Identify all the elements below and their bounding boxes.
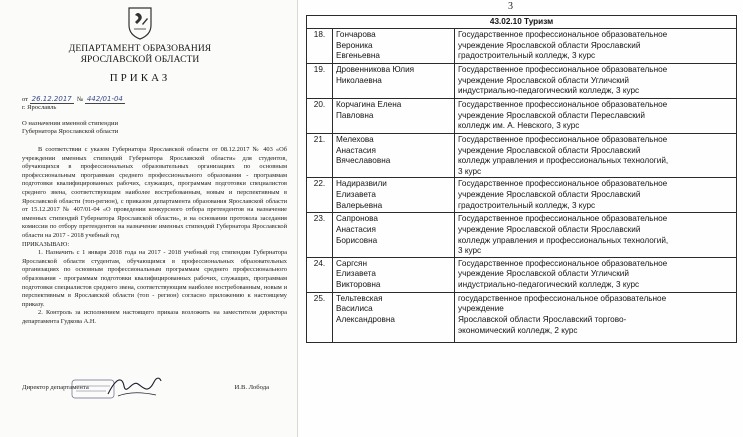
- institution-line: учреждение Ярославской области Переславский: [458, 110, 645, 120]
- institution-line: учреждение: [458, 304, 504, 314]
- table-row: [307, 213, 737, 257]
- institution-line: учреждение Ярославской области Ярославский: [458, 145, 641, 155]
- student-name-line: Борисовна: [336, 235, 378, 245]
- order-title: ПРИКАЗ: [109, 72, 171, 84]
- date-prefix: от: [22, 96, 29, 103]
- institution-line: учреждение Ярославской области Ярославский: [458, 189, 641, 199]
- student-name-line: Вероника: [336, 40, 373, 50]
- student-name-line: Николаевна: [336, 75, 382, 85]
- institution: [455, 178, 737, 213]
- institution-line: Государственное профессиональное образовательное: [458, 65, 668, 74]
- row-number: 20.: [307, 99, 333, 134]
- student-name: [333, 178, 455, 213]
- institution-line: учреждение Ярославской области Угличский: [458, 269, 629, 279]
- yaroslavl-coat-of-arms-icon: [126, 5, 154, 41]
- institution-line: Государственное профессиональное образовательное: [458, 135, 668, 144]
- institution-line: Государственное профессиональное образовательное: [458, 214, 668, 224]
- student-name-line: Александровна: [336, 314, 395, 324]
- institution-line: 3 курс: [458, 246, 482, 256]
- table-row: [307, 292, 737, 342]
- institution-line: колледж им. А. Невского, 3 курс: [458, 121, 580, 131]
- order-number: 442/01-04: [86, 95, 123, 103]
- table-row: [307, 178, 737, 213]
- student-name-line: Сапронова: [336, 214, 378, 224]
- signature-block: [22, 380, 287, 402]
- signature-icon: [104, 372, 164, 402]
- number-prefix: №: [76, 96, 84, 103]
- table-row: [307, 99, 737, 134]
- row-number: 21.: [307, 134, 333, 178]
- department-title: [40, 44, 240, 66]
- institution: [455, 99, 737, 134]
- institution-line: Ярославской области Ярославский торгово-: [458, 314, 627, 324]
- page-number: 3: [508, 1, 513, 12]
- institution-line: индустриально-педагогический колледж, 3 курс: [458, 86, 640, 96]
- institution-line: градостроительный колледж, 3 курс: [458, 51, 596, 61]
- student-name: [333, 64, 455, 99]
- specialty-header-row: [307, 16, 737, 29]
- institution: [455, 64, 737, 99]
- table-row: [307, 64, 737, 99]
- row-number: 23.: [307, 213, 333, 257]
- student-name-line: Елизавета: [336, 269, 376, 279]
- student-name-line: Валерьевна: [336, 200, 383, 210]
- student-name: [333, 292, 455, 342]
- student-name-line: Вячеславовна: [336, 156, 391, 166]
- institution-line: колледж управления и профессиональных технологий,: [458, 156, 669, 166]
- student-name-line: Елизавета: [336, 189, 376, 199]
- institution-line: 3 курс: [458, 166, 482, 176]
- order-city: г. Ярославль: [22, 104, 57, 111]
- scholarship-table: [306, 15, 737, 343]
- institution-line: градостроительный колледж, 3 курс: [458, 200, 596, 210]
- order-subject-line1: О назначении именной стипендии: [22, 120, 119, 127]
- order-decree-word: ПРИКАЗЫВАЮ:: [22, 240, 70, 248]
- institution-line: Государственное профессиональное образовательное: [458, 100, 668, 109]
- order-paragraph-2: 1. Назначить с 1 января 2018 года на 2017 - 2018 учебный год стипендии Губернатора Ярославской области студентам, обучающимся в профессиональных образовательных организациях по основным профессиональным программам среднего профессионального образования - программам подготовки квалифицированных рабочих, служащих, программам подготовки специалистов среднего звена, соответствующим наиболее востребованным, новым и перспективным в Ярославской области (топ - регион) согласно приложению к настоящему приказу.: [22, 249, 287, 308]
- institution-line: колледж управления и профессиональных технологий,: [458, 235, 669, 245]
- institution-line: индустриально-педагогический колледж, 3 курс: [458, 279, 640, 289]
- institution-line: учреждение Ярославской области Ярославский: [458, 40, 641, 50]
- institution: [455, 29, 737, 64]
- order-date: 26.12.2017: [31, 95, 72, 103]
- order-date-line: [22, 95, 125, 104]
- student-name: [333, 29, 455, 64]
- institution-line: государственное профессиональное образовательное: [458, 293, 667, 303]
- specialty-header: 43.02.10 Туризм: [307, 16, 737, 29]
- student-name: [333, 257, 455, 292]
- department-title-line2: ЯРОСЛАВСКОЙ ОБЛАСТИ: [80, 55, 200, 65]
- signer-role: Директор департамента: [22, 384, 89, 391]
- student-name-line: Дровенникова Юлия: [336, 65, 415, 74]
- student-name-line: Павловна: [336, 110, 374, 120]
- student-name-line: Надиразвили: [336, 179, 387, 189]
- row-number: 18.: [307, 29, 333, 64]
- institution-line: Государственное профессиональное образовательное: [458, 30, 668, 39]
- order-subject-line2: Губернатора Ярославской области: [22, 128, 119, 136]
- institution-line: экономический колледж, 2 курс: [458, 325, 578, 335]
- student-name: [333, 213, 455, 257]
- order-body: [22, 146, 287, 326]
- row-number: 25.: [307, 292, 333, 342]
- student-name: [333, 99, 455, 134]
- student-name: [333, 134, 455, 178]
- order-paragraph-3: 2. Контроль за исполнением настоящего приказа возложить на заместителя директора департамента Гудкова А.Н.: [22, 309, 287, 325]
- student-name-line: Евгеньевна: [336, 51, 380, 61]
- student-name-line: Анастасия: [336, 145, 376, 155]
- appendix-page: [298, 0, 743, 437]
- institution-line: учреждение Ярославской области Ярославский: [458, 224, 641, 234]
- student-name-line: Саргсян: [336, 258, 367, 268]
- student-name-line: Василиса: [336, 304, 373, 314]
- row-number: 22.: [307, 178, 333, 213]
- row-number: 19.: [307, 64, 333, 99]
- table-row: [307, 134, 737, 178]
- institution: [455, 134, 737, 178]
- student-name-line: Тельтевская: [336, 293, 383, 303]
- student-name-line: Анастасия: [336, 224, 376, 234]
- student-name-line: Гончарова: [336, 30, 376, 39]
- student-name-line: Викторовна: [336, 279, 381, 289]
- order-paragraph-1: В соответствии с указом Губернатора Ярославской области от 08.12.2017 № 403 «Об учреждении именных стипендий Губернатора Ярославской области» для студентов, обучающихся в профессиональных образовательных организациях по основным профессиональным программам среднего профессионального образования - программам подготовки квалифицированных рабочих, служащих, программам подготовки специалистов среднего звена, соответствующим наиболее востребованным, новым и перспективным в Ярославской области (топ-регион), с приказом департамента образования Ярославской области от 15.12.2017 № 407/01-04 «О проведении конкурсного отбора претендентов на назначение именных стипендий Губернатора Ярославской области», и на основании протокола заседания комиссии по отбору претендентов на назначение именных стипендий Губернатора Ярославской области на 2017 - 2018 учебный год: [22, 146, 287, 239]
- student-name-line: Мелехова: [336, 135, 374, 144]
- table-row: [307, 257, 737, 292]
- table-row: [307, 29, 737, 64]
- row-number: 24.: [307, 257, 333, 292]
- institution: [455, 292, 737, 342]
- institution-line: учреждение Ярославской области Угличский: [458, 75, 629, 85]
- signer-name: И.В. Лобода: [234, 384, 269, 391]
- institution: [455, 213, 737, 257]
- institution: [455, 257, 737, 292]
- institution-line: Государственное профессиональное образовательное: [458, 179, 668, 189]
- institution-line: Государственное профессиональное образовательное: [458, 258, 668, 268]
- department-title-line1: ДЕПАРТАМЕНТ ОБРАЗОВАНИЯ: [68, 44, 212, 54]
- order-subject: [22, 120, 172, 137]
- order-page: [0, 0, 298, 437]
- student-name-line: Корчагина Елена: [336, 100, 402, 109]
